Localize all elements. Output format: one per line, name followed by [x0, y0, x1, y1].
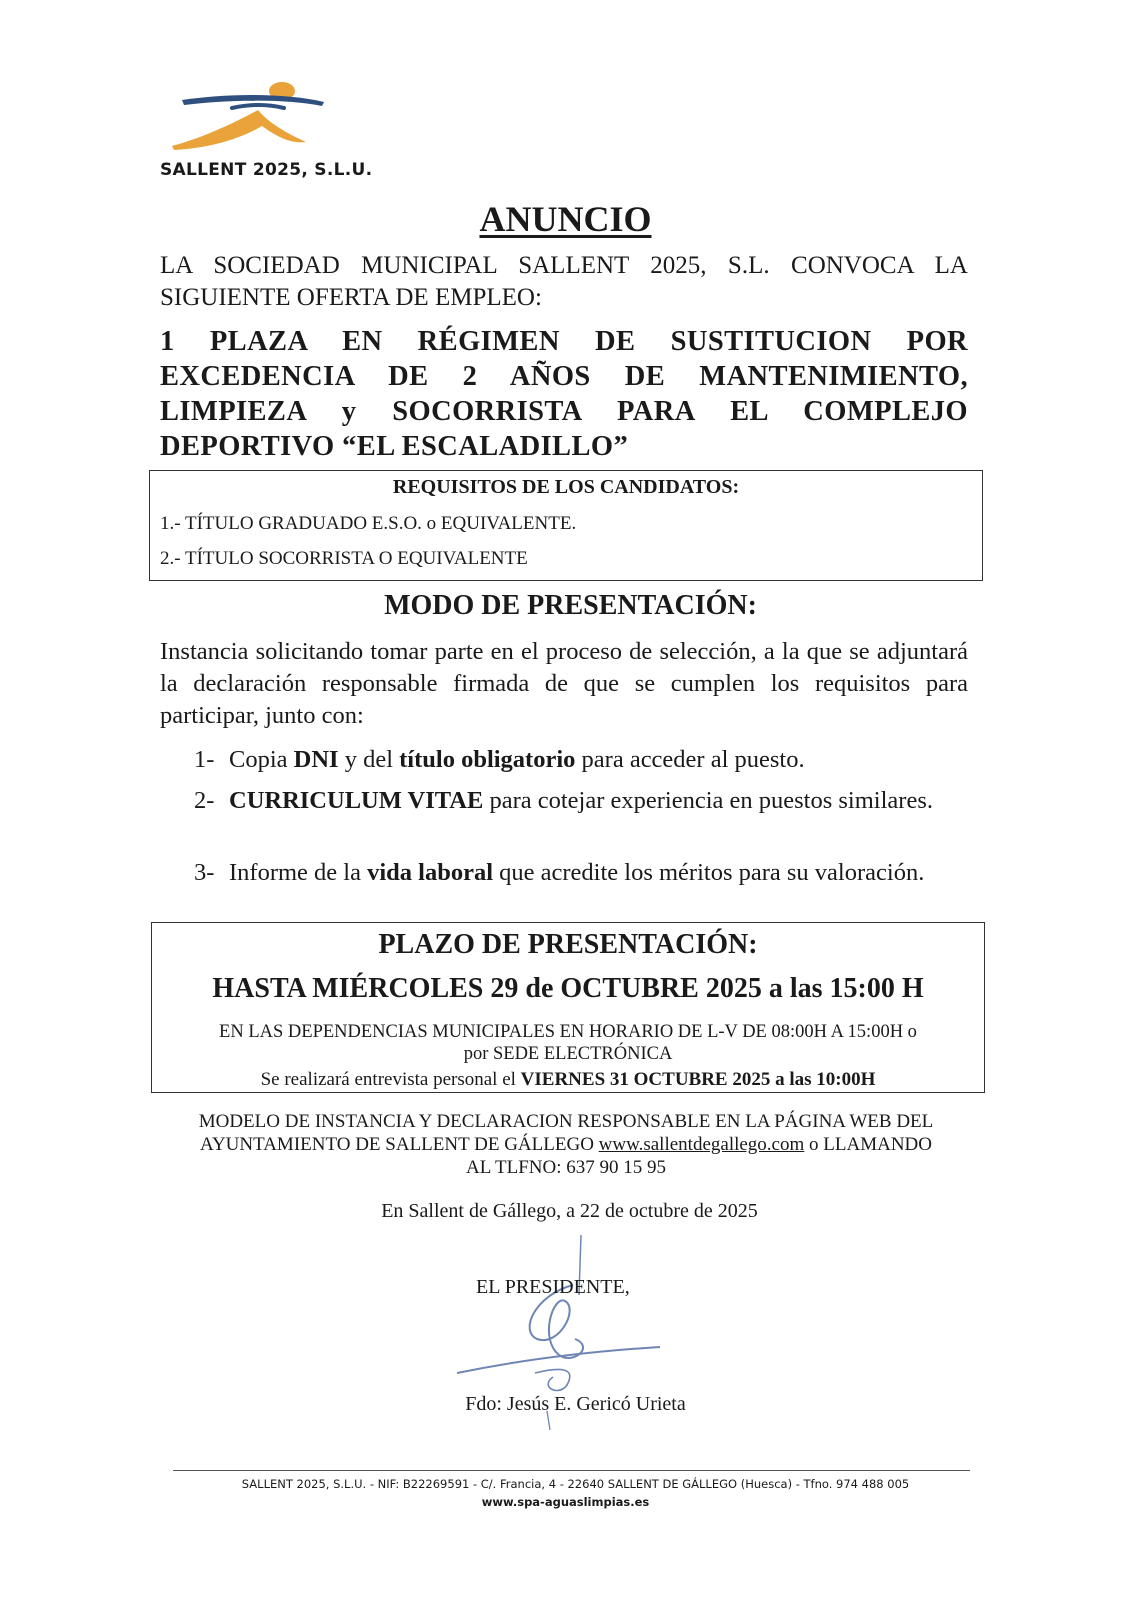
model-note: MODELO DE INSTANCIA Y DECLARACION RESPONSABLE EN LA PÁGINA WEB DEL AYUNTAMIENTO DE SALLENT DE GÁLLEGO www.sallentdegallego.com o LLAMANDO AL TLFNO: 637 90 15 95	[198, 1111, 934, 1178]
deadline-date: HASTA MIÉRCOLES 29 de OCTUBRE 2025 a las 15:00 H	[212, 973, 924, 1004]
footer-divider	[173, 1470, 970, 1471]
requirement-item: 2.- TÍTULO SOCORRISTA O EQUIVALENTE	[160, 548, 528, 569]
requirement-item: 1.- TÍTULO GRADUADO E.S.O. o EQUIVALENTE.	[160, 513, 577, 534]
footer-company-info: SALLENT 2025, S.L.U. - NIF: B22269591 - C/. Francia, 4 - 22640 SALLENT DE GÁLLEGO (Huesca) - Tfno. 974 488 005	[241, 1477, 910, 1491]
list-number: 2-	[194, 787, 215, 814]
list-text: CURRICULUM VITAE para cotejar experiencia en puestos similares.	[229, 787, 933, 814]
list-number: 1-	[194, 746, 215, 773]
interview-note: Se realizará entrevista personal el VIERNES 31 OCTUBRE 2025 a las 10:00H	[260, 1069, 876, 1090]
signatory-role: EL PRESIDENTE,	[476, 1276, 630, 1298]
page-title-text: ANUNCIO	[479, 199, 652, 239]
signed-by: Fdo: Jesús E. Gericó Urieta	[465, 1393, 686, 1415]
company-name: SALLENT 2025, S.L.U.	[160, 160, 373, 180]
website-link[interactable]: www.sallentdegallego.com	[598, 1134, 805, 1155]
presentation-mode-title: MODO DE PRESENTACIÓN:	[384, 590, 757, 621]
presentation-mode-text: Instancia solicitando tomar parte en el proceso de selección, a la que se adjuntará la declaración responsable firmada de que se cumplen los requisitos para participar, junto con:	[160, 638, 968, 729]
list-number: 3-	[194, 859, 215, 886]
position-heading: 1 PLAZA EN RÉGIMEN DE SUSTITUCION POR EXCEDENCIA DE 2 AÑOS DE MANTENIMIENTO, LIMPIEZA y SOCORRISTA PARA EL COMPLEJO DEPORTIVO “EL ESCALADILLO”	[160, 326, 968, 462]
requirements-box	[149, 470, 983, 581]
footer-website[interactable]: www.spa-aguaslimpias.es	[481, 1495, 650, 1509]
list-item	[194, 744, 968, 775]
announcement-intro: LA SOCIEDAD MUNICIPAL SALLENT 2025, S.L. CONVOCA LA SIGUIENTE OFERTA DE EMPLEO:	[160, 252, 968, 311]
page-title	[0, 198, 1131, 240]
list-item	[194, 785, 968, 816]
deadline-title: PLAZO DE PRESENTACIÓN:	[378, 929, 758, 960]
sallent-logo-icon	[172, 78, 332, 156]
list-text: Copia DNI y del título obligatorio para acceder al puesto.	[229, 746, 805, 773]
deadline-box	[151, 922, 985, 1093]
deadline-location: EN LAS DEPENDENCIAS MUNICIPALES EN HORARIO DE L-V DE 08:00H A 15:00H o por SEDE ELECTRÓNICA	[219, 1022, 917, 1064]
requirements-title: REQUISITOS DE LOS CANDIDATOS:	[392, 476, 740, 498]
list-item	[194, 857, 968, 888]
place-date: En Sallent de Gállego, a 22 de octubre de 2025	[381, 1200, 758, 1222]
list-text: Informe de la vida laboral que acredite los méritos para su valoración.	[229, 859, 925, 886]
